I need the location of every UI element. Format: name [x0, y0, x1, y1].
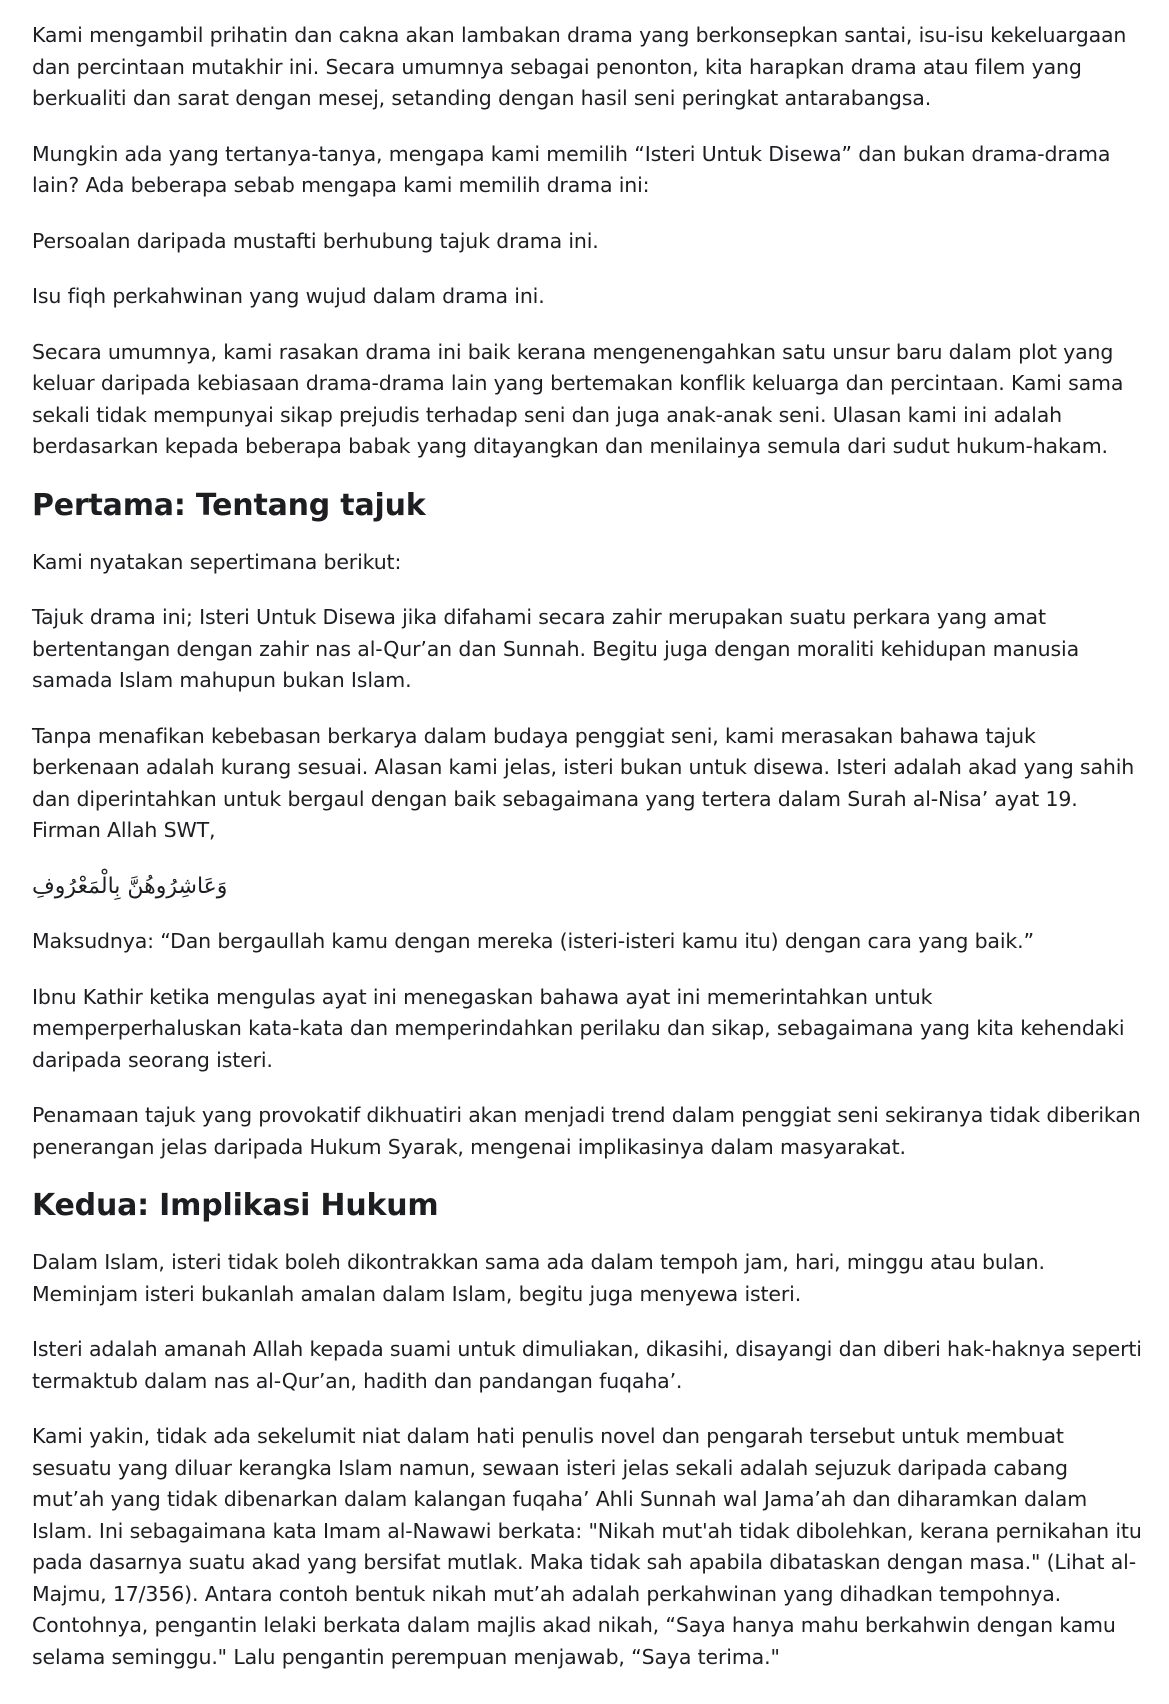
intro-reason-1: Persoalan daripada mustafti berhubung tajuk drama ini. — [32, 228, 599, 253]
section1-paragraph-1: Kami nyatakan sepertimana berikut: — [32, 549, 402, 574]
section-heading-pertama: Pertama: Tentang tajuk — [32, 487, 426, 523]
section1-translation: Maksudnya: “Dan bergaullah kamu dengan mereka (isteri-isteri kamu itu) dengan cara yang baik.” — [32, 929, 1034, 953]
quran-verse-arabic: وَعَاشِرُوهُنَّ بِالْمَعْرُوفِ — [32, 873, 228, 899]
section1-paragraph-5: Ibnu Kathir ketika mengulas ayat ini menegaskan bahawa ayat ini memerintahkan untuk memperperhaluskan kata-kata dan memperindahkan perilaku dan sikap, sebagaimana yang kita kehendaki daripada seorang isteri. — [32, 984, 1125, 1072]
section2-paragraph-2: Isteri adalah amanah Allah kepada suami untuk dimuliakan, dikasihi, disayangi dan diberi hak-haknya seperti termaktub dalam nas al-Qur’an, hadith dan pandangan fuqaha’. — [32, 1337, 1142, 1393]
section2-paragraph-3: Kami yakin, tidak ada sekelumit niat dalam hati penulis novel dan pengarah tersebut untuk membuat sesuatu yang diluar kerangka Islam namun, sewaan isteri jelas sekali adalah sejuzuk daripada cabang mut’ah yang tidak dibenarkan dalam kalangan fuqaha’ Ahli Sunnah wal Jama’ah dan diharamkan dalam Islam. Ini sebagaimana kata Imam al-Nawawi berkata: "Nikah mut'ah tidak dibolehkan, kerana pernikahan itu pada dasarnya suatu akad yang bersifat mutlak. Maka tidak sah apabila dibataskan dengan masa." (Lihat al-Majmu, 17/356). Antara contoh bentuk nikah mut’ah adalah perkahwinan yang dihadkan tempohnya. Contohnya, pengantin lelaki berkata dalam majlis akad nikah, “Saya hanya mahu berkahwin dengan kamu selama seminggu." Lalu pengantin perempuan menjawab, “Saya terima." — [32, 1424, 1142, 1669]
intro-paragraph-3: Secara umumnya, kami rasakan drama ini baik kerana mengenengahkan satu unsur baru dalam plot yang keluar daripada kebiasaan drama-drama lain yang bertemakan konflik keluarga dan percintaan. Kami sama sekali tidak mempunyai sikap prejudis terhadap seni dan juga anak-anak seni. Ulasan kami ini adalah berdasarkan kepada beberapa babak yang ditayangkan dan menilainya semula dari sudut hukum-hakam. — [32, 339, 1124, 458]
intro-paragraph-2: Mungkin ada yang tertanya-tanya, mengapa kami memilih “Isteri Untuk Disewa” dan bukan drama-drama lain? Ada beberapa sebab mengapa kami memilih drama ini: — [32, 141, 1111, 197]
section1-paragraph-6: Penamaan tajuk yang provokatif dikhuatiri akan menjadi trend dalam penggiat seni sekiranya tidak diberikan penerangan jelas daripada Hukum Syarak, mengenai implikasinya dalam masyarakat. — [32, 1103, 1141, 1159]
section-heading-kedua: Kedua: Implikasi Hukum — [32, 1188, 439, 1223]
section1-paragraph-3: Tanpa menafikan kebebasan berkarya dalam budaya penggiat seni, kami merasakan bahawa tajuk berkenaan adalah kurang sesuai. Alasan kami jelas, isteri bukan untuk disewa. Isteri adalah akad yang sahih dan diperintahkan untuk bergaul dengan baik sebagaimana yang tertera dalam Surah al-Nisa’ ayat 19. Firman Allah SWT, — [32, 723, 1135, 842]
intro-paragraph-1: Kami mengambil prihatin dan cakna akan lambakan drama yang berkonsepkan santai, isu-isu kekeluargaan dan percintaan mutakhir ini. Secara umumnya sebagai penonton, kita harapkan drama atau filem yang berkualiti dan sarat dengan mesej, setanding dengan hasil seni peringkat antarabangsa. — [32, 23, 1127, 110]
intro-reason-2: Isu fiqh perkahwinan yang wujud dalam drama ini. — [32, 284, 545, 308]
section2-paragraph-1: Dalam Islam, isteri tidak boleh dikontrakkan sama ada dalam tempoh jam, hari, minggu atau bulan. Meminjam isteri bukanlah amalan dalam Islam, begitu juga menyewa isteri. — [32, 1250, 1045, 1306]
article-body — [32, 20, 1142, 1673]
section1-paragraph-2: Tajuk drama ini; Isteri Untuk Disewa jika difahami secara zahir merupakan suatu perkara yang amat bertentangan dengan zahir nas al-Qur’an dan Sunnah. Begitu juga dengan moraliti kehidupan manusia samada Islam mahupun bukan Islam. — [32, 605, 1079, 692]
